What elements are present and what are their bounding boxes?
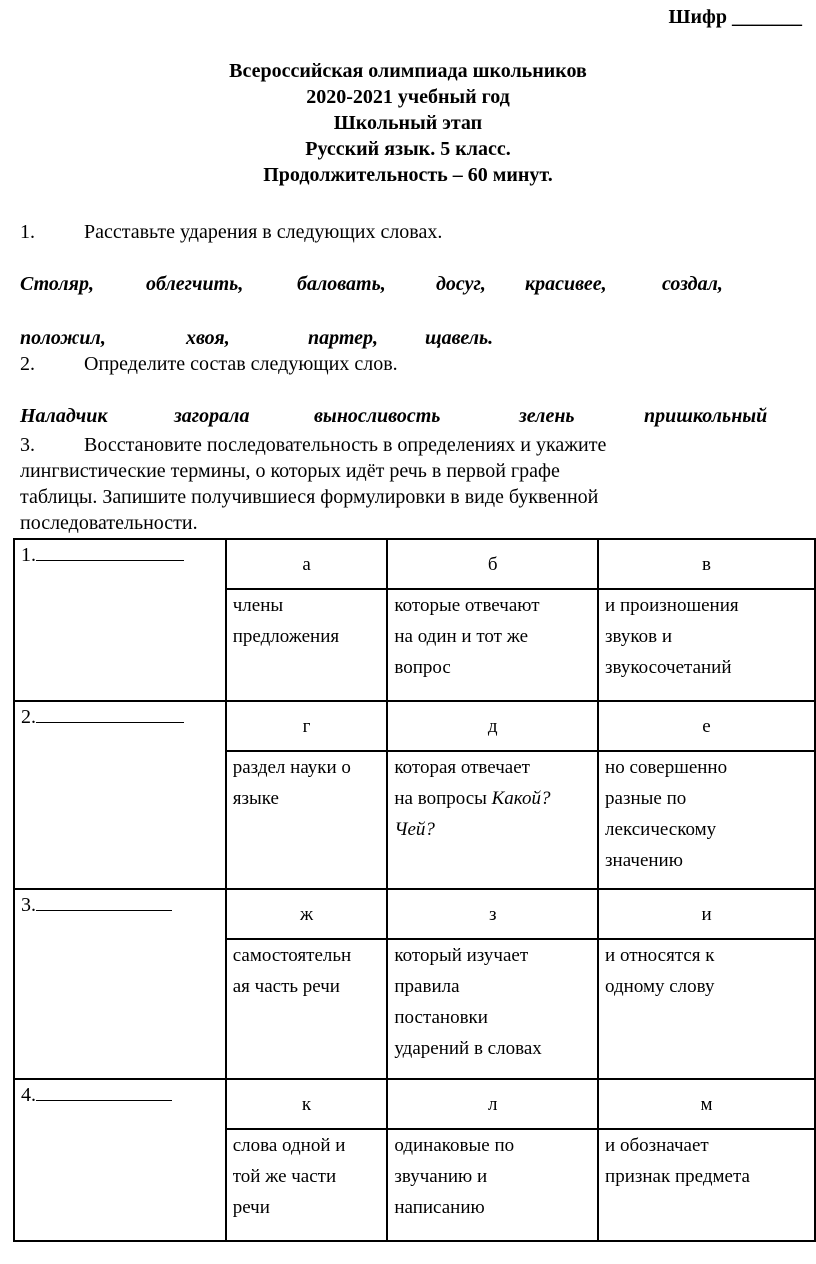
term-cell-1	[14, 539, 226, 701]
table-row	[14, 539, 815, 589]
definition-cell: который изучает правила постановки ударений в словах	[387, 939, 598, 1079]
word: красивее,	[525, 273, 607, 295]
letter-cell: з	[387, 889, 598, 939]
word: хвоя,	[186, 327, 230, 349]
term-number: 3.	[21, 894, 36, 916]
definition-cell: и относятся к одному слову	[598, 939, 815, 1079]
letter-cell: е	[598, 701, 815, 751]
letter-cell: г	[226, 701, 388, 751]
letter-cell: л	[387, 1079, 598, 1129]
task-1-text: Расставьте ударения в следующих словах.	[84, 221, 443, 243]
table-row	[14, 1079, 815, 1129]
answer-blank[interactable]	[36, 704, 184, 723]
answer-blank[interactable]	[36, 542, 184, 561]
task-1	[0, 219, 816, 245]
definition-cell: слова одной и той же части речи	[226, 1129, 388, 1241]
task-2	[0, 351, 816, 377]
letter-cell: в	[598, 539, 815, 589]
word: баловать,	[297, 273, 386, 295]
word: Наладчик	[20, 405, 108, 427]
definition-cell: члены предложения	[226, 589, 388, 701]
word: досуг,	[436, 273, 486, 295]
word: зелень	[519, 405, 575, 427]
word: положил,	[20, 327, 106, 349]
term-cell-4	[14, 1079, 226, 1241]
task-1-number: 1.	[20, 221, 35, 243]
answer-blank[interactable]	[36, 892, 172, 911]
table-row	[14, 889, 815, 939]
letter-cell: д	[387, 701, 598, 751]
word: пришкольный	[644, 405, 768, 427]
word: облегчить,	[146, 273, 244, 295]
term-number: 1.	[21, 544, 36, 566]
word: выносливость	[314, 405, 441, 427]
definition-cell: раздел науки о языке	[226, 751, 388, 889]
letter-cell: и	[598, 889, 815, 939]
word: загорала	[174, 405, 250, 427]
task-3-line-1: Восстановите последовательность в определениях и укажите	[84, 434, 607, 456]
cipher-field: Шифр _______	[668, 6, 802, 28]
letter-cell: б	[387, 539, 598, 589]
stage-title: Школьный этап	[333, 112, 483, 134]
definition-cell: которая отвечает на вопросы Какой? Чей?	[387, 751, 598, 889]
word: щавель.	[425, 327, 494, 349]
definition-cell: и обозначает признак предмета	[598, 1129, 815, 1241]
task-2-text: Определите состав следующих слов.	[84, 353, 398, 375]
letter-cell: м	[598, 1079, 815, 1129]
terms-table	[13, 538, 816, 1242]
word: партер,	[308, 327, 379, 349]
school-year: 2020-2021 учебный год	[306, 86, 510, 108]
task-3-line-4: последовательности.	[20, 512, 198, 534]
term-number: 2.	[21, 706, 36, 728]
definition-cell: одинаковые по звучанию и написанию	[387, 1129, 598, 1241]
word: Столяр,	[20, 273, 94, 295]
definition-cell: самостоятельн ая часть речи	[226, 939, 388, 1079]
definition-cell: но совершенно разные по лексическому значению	[598, 751, 815, 889]
letter-cell: а	[226, 539, 388, 589]
task-3-number: 3.	[20, 434, 35, 456]
subject-grade: Русский язык. 5 класс.	[305, 138, 511, 160]
word: создал,	[662, 273, 723, 295]
definition-cell: которые отвечают на один и тот же вопрос	[387, 589, 598, 701]
olympiad-title: Всероссийская олимпиада школьников	[229, 60, 587, 82]
letter-cell: ж	[226, 889, 388, 939]
table-row	[14, 701, 815, 751]
task-3-line-3: таблицы. Запишите получившиеся формулировки в виде буквенной	[20, 486, 599, 508]
answer-blank[interactable]	[36, 1082, 172, 1101]
term-cell-2	[14, 701, 226, 889]
letter-cell: к	[226, 1079, 388, 1129]
document-header	[0, 58, 816, 188]
task-3	[20, 432, 800, 536]
task-3-line-2: лингвистические термины, о которых идёт речь в первой графе	[20, 460, 560, 482]
duration: Продолжительность – 60 минут.	[263, 164, 553, 186]
term-number: 4.	[21, 1084, 36, 1106]
task-2-number: 2.	[20, 353, 35, 375]
definition-cell: и произношения звуков и звукосочетаний	[598, 589, 815, 701]
term-cell-3	[14, 889, 226, 1079]
